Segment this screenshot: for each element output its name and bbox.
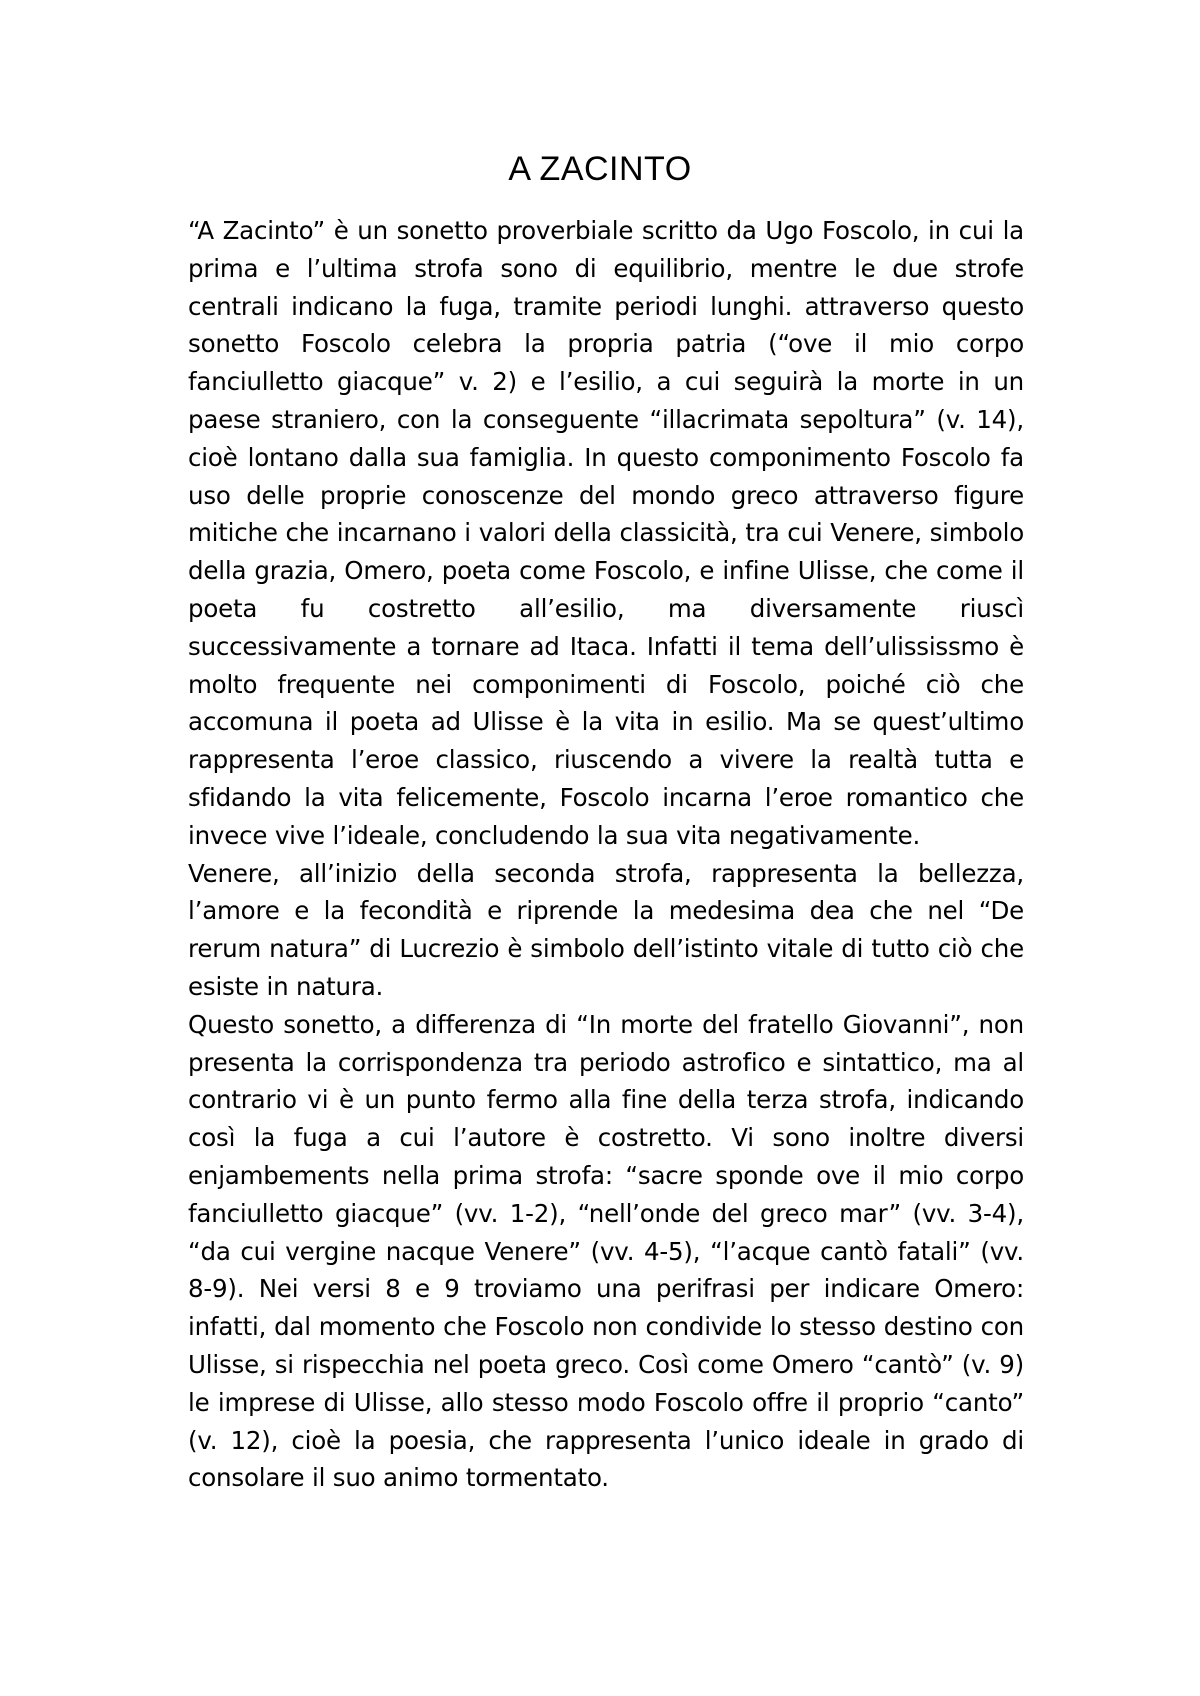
paragraph-venere: Venere, all’inizio della seconda strofa, rappresenta la bellezza, l’amore e la fecondità e riprende la medesima dea che nel “De rerum natura” di Lucrezio è simbolo dell’istinto vitale di tutto ciò che esiste in natura. bbox=[188, 858, 1024, 1001]
paragraph-sonetto-analysis: Questo sonetto, a differenza di “In morte del fratello Giovanni”, non presenta la corrispondenza tra periodo astrofico e sintattico, ma al contrario vi è un punto fermo alla fine della terza strofa, indicando così la fuga a cui l’autore è costretto. Vi sono inoltre diversi enjambements nella prima strofa: “sacre sponde ove il mio corpo fanciulletto giacque” (vv. 1-2), “nell’onde del greco mar” (vv. 3-4), “da cui vergine nacque Venere” (vv. 4-5), “l’acque cantò fatali” (vv. 8-9). Nei versi 8 e 9 troviamo una perifrasi per indicare Omero: infatti, dal momento che Foscolo non condivide lo stesso destino con Ulisse, si rispecchia nel poeta greco. Così come Omero “cantò” (v. 9) le imprese di Ulisse, allo stesso modo Foscolo offre il proprio “canto” (v. 12), cioè la poesia, che rappresenta l’unico ideale in grado di consolare il suo animo tormentato. bbox=[188, 1009, 1024, 1493]
paragraph-intro: “A Zacinto” è un sonetto proverbiale scritto da Ugo Foscolo, in cui la prima e l’ultima strofa sono di equilibrio, mentre le due strofe centrali indicano la fuga, tramite periodi lunghi. attraverso questo sonetto Foscolo celebra la propria patria (“ove il mio corpo fanciulletto giacque” v. 2) e l’esilio, a cui seguirà la morte in un paese straniero, con la conseguente “illacrimata sepoltura” (v. 14), cioè lontano dalla sua famiglia. In questo componimento Foscolo fa uso delle proprie conoscenze del mondo greco attraverso figure mitiche che incarnano i valori della classicità, tra cui Venere, simbolo della grazia, Omero, poeta come Foscolo, e infine Ulisse, che come il poeta fu costretto all’esilio, ma diversamente riuscì successivamente a tornare ad Itaca. Infatti il tema dell’ulississmo è molto frequente nei componimenti di Foscolo, poiché ciò che accomuna il poeta ad Ulisse è la vita in esilio. Ma se quest’ultimo rappresenta l’eroe classico, riuscendo a vivere la realtà tutta e sfidando la vita felicemente, Foscolo incarna l’eroe romantico che invece vive l’ideale, concludendo la sua vita negativamente. bbox=[188, 216, 1024, 850]
document-body bbox=[188, 212, 1024, 1497]
page-title: A ZACINTO bbox=[508, 150, 692, 188]
